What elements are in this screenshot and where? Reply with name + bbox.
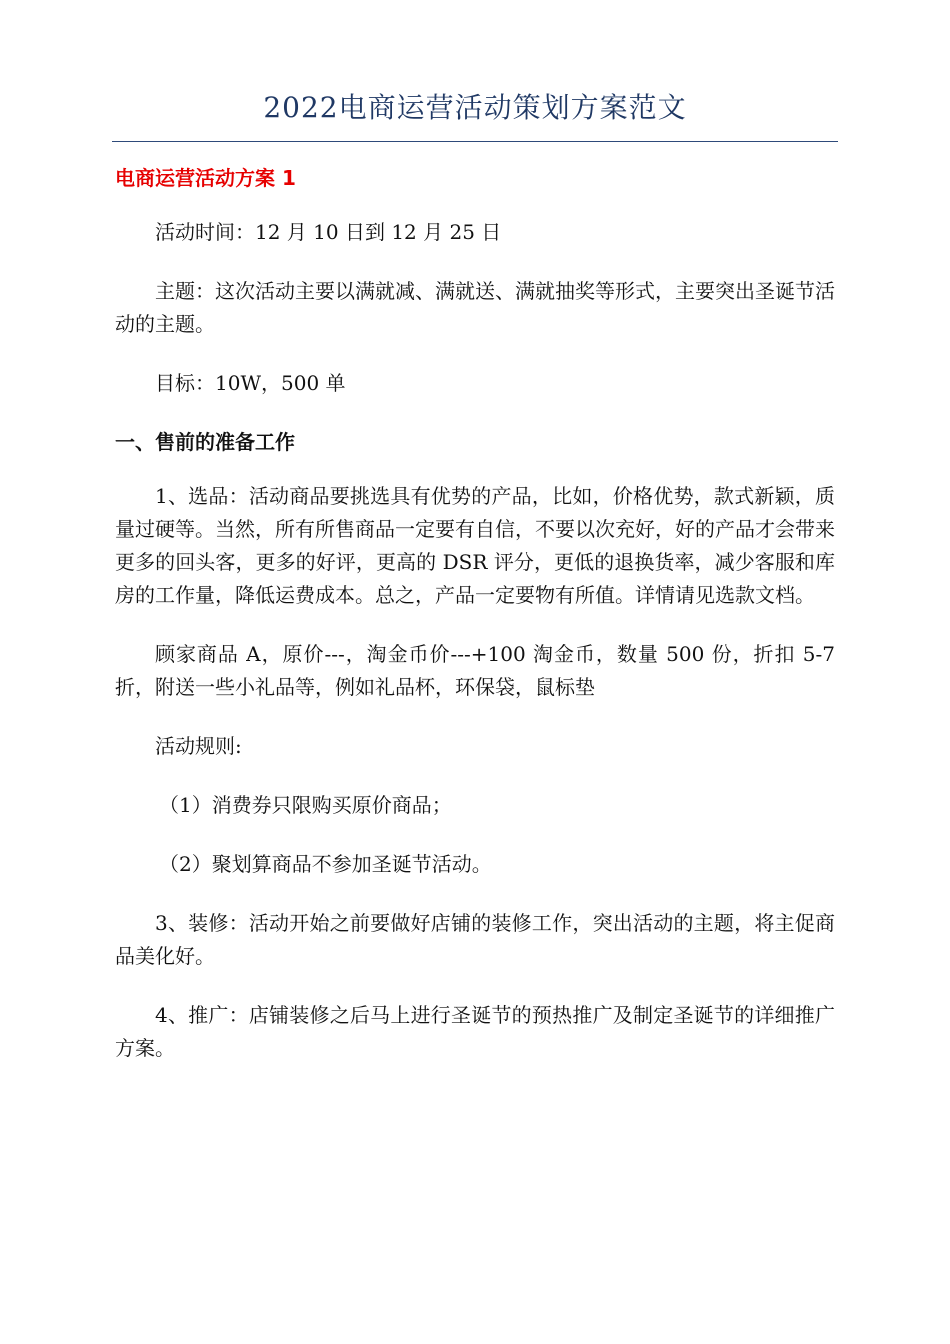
activity-time: 活动时间：12 月 10 日到 12 月 25 日: [155, 220, 502, 244]
activity-goal: 目标：10W，500 单: [155, 371, 346, 395]
title-divider: [112, 141, 838, 142]
document-body: [115, 162, 835, 1091]
item-product-selection: 1、选品：活动商品要挑选具有优势的产品，比如，价格优势，款式新颖，质量过硬等。当然，所有所售商品一定要有自信，不要以次充好，好的产品才会带来更多的回头客，更多的好评，更高的 DSR 评分，更低的退换货率，减少客服和库房的工作量，降低运费成本。总之，产品一定要物有所值。详情请见选款文档。: [115, 484, 835, 607]
activity-theme: 主题：这次活动主要以满就减、满就送、满就抽奖等形式，主要突出圣诞节活动的主题。: [115, 279, 835, 336]
plan-heading: 电商运营活动方案 1: [115, 166, 296, 190]
item-promotion: 4、推广：店铺装修之后马上进行圣诞节的预热推广及制定圣诞节的详细推广方案。: [115, 1003, 835, 1060]
rule-item: （1）消费券只限购买原价商品；: [159, 793, 452, 817]
section-heading-presale: 一、售前的准备工作: [115, 430, 295, 454]
rule-item: （2）聚划算商品不参加圣诞节活动。: [159, 852, 492, 876]
rules-label: 活动规则:: [155, 734, 242, 758]
item-decoration: 3、装修：活动开始之前要做好店铺的装修工作，突出活动的主题，将主促商品美化好。: [115, 911, 835, 968]
product-offer: 顾家商品 A，原价---，淘金币价---+100 淘金币，数量 500 份，折扣 5-7 折，附送一些小礼品等，例如礼品杯，环保袋，鼠标垫: [115, 642, 835, 699]
document-title: 2022电商运营活动策划方案范文: [263, 91, 687, 124]
